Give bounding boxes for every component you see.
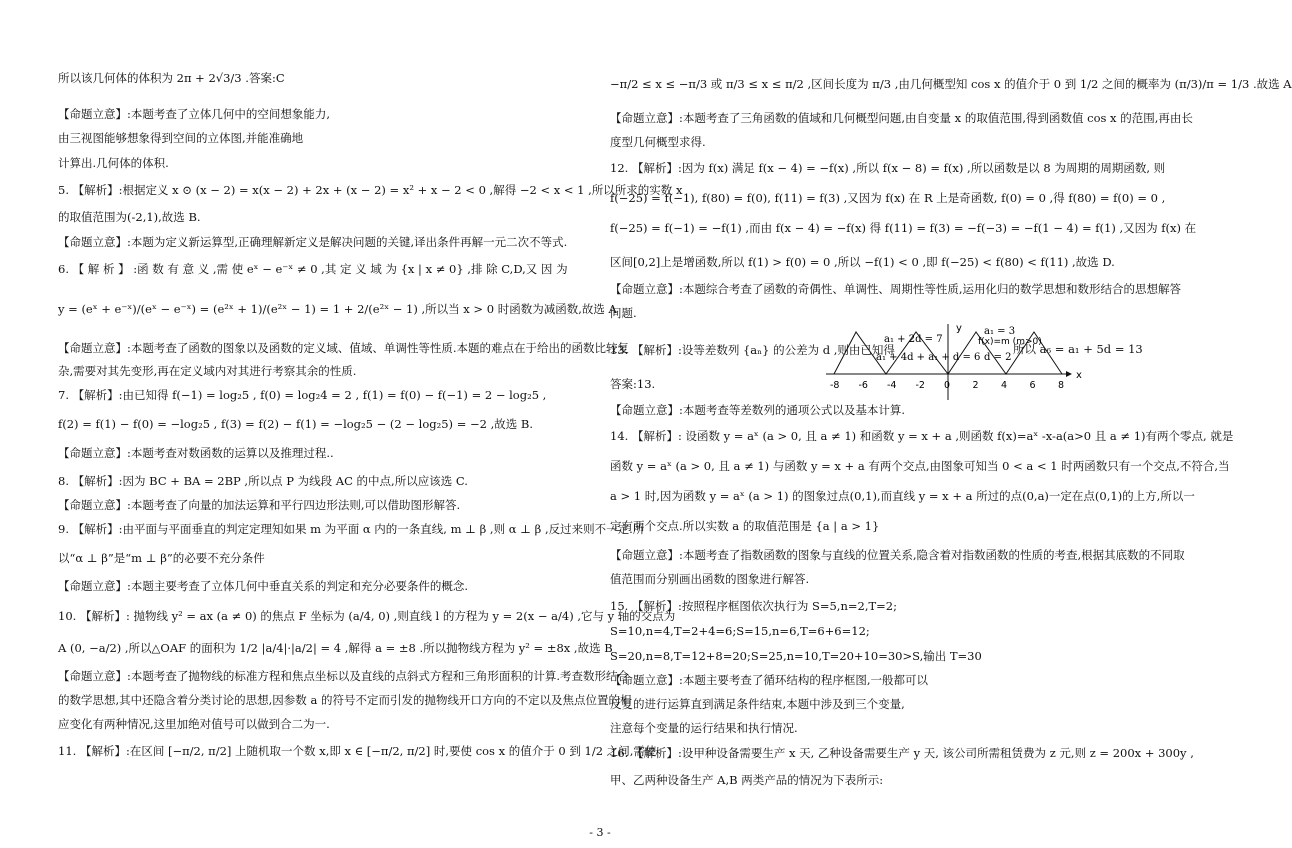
- text-line: y = (eˣ + e⁻ˣ)/(eˣ − e⁻ˣ) = (e²ˣ + 1)/(e²ˣ − 1) = 1 + 2/(e²ˣ − 1) ,所以当 x > 0 时函数为减函数,故选 A: [58, 302, 617, 316]
- y-label: y: [956, 323, 962, 334]
- tick-labels: [830, 380, 1064, 391]
- text-line: 16. 【解析】:设甲种设备需要生产 x 天, 乙种设备需要生产 y 天, 该公司所需租赁费为 z 元,则 z = 200x + 300y ,: [610, 746, 1194, 760]
- text-line: 【命题立意】:本题考查了向量的加法运算和平行四边形法则,可以借助图形解答.: [58, 498, 461, 512]
- text-line: 的数学思想,其中还隐含着分类讨论的思想,因参数 a 的符号不定而引发的抛物线开口方向的不定以及焦点位置的相: [58, 693, 632, 707]
- x-axis-arrow: [1066, 371, 1072, 377]
- text-line: 11. 【解析】:在区间 [−π/2, π/2] 上随机取一个数 x,即 x ∈ [−π/2, π/2] 时,要使 cos x 的值介于 0 到 1/2 之间,需使: [58, 744, 657, 758]
- text-line: f(2) = f(1) − f(0) = −log₂5 , f(3) = f(2) − f(1) = −log₂5 − (2 − log₂5) = −2 ,故选 B.: [58, 417, 534, 431]
- x-label: x: [1076, 370, 1082, 381]
- text-line: 【命题立意】:本题为定义新运算型,正确理解新定义是解决问题的关键,译出条件再解一元二次不等式.: [58, 235, 568, 249]
- text-line: 反复的进行运算直到满足条件结束,本题中涉及到三个变量,: [610, 697, 905, 711]
- text-line: 注意每个变量的运行结果和执行情况.: [610, 721, 798, 735]
- text-line: 【命题立意】:本题考查了三角函数的值域和几何概型问题,由自变量 x 的取值范围,得到函数值 cos x 的范围,再由长: [610, 111, 1193, 125]
- text-line: 【命题立意】:本题考查等差数列的通项公式以及基本计算.: [610, 403, 906, 417]
- text-line: 区间[0,2]上是增函数,所以 f(1) > f(0) = 0 ,所以 −f(1) < 0 ,即 f(−25) < f(80) < f(11) ,故选 D.: [610, 255, 1115, 269]
- tick-label: 8: [1058, 380, 1065, 391]
- text-line: A (0, −a/2) ,所以△OAF 的面积为 1/2 |a/4|·|a/2| = 4 ,解得 a = ±8 .所以抛物线方程为 y² = ±8x ,故选 B: [58, 641, 613, 655]
- tick-label: 0: [944, 380, 951, 391]
- tick-label: -8: [830, 380, 840, 391]
- text-line: 甲、乙两种设备生产 A,B 两类产品的情况为下表所示:: [610, 773, 884, 787]
- text-line: 14. 【解析】: 设函数 y = aˣ (a > 0, 且 a ≠ 1) 和函数 y = x + a ,则函数 f(x)=aˣ -x-a(a>0 且 a ≠ 1)有两个零点, 就是: [610, 429, 1234, 443]
- text-line: 【命题立意】:本题考查对数函数的运算以及推理过程..: [58, 446, 334, 460]
- text-line: 应变化有两种情况,这里加绝对值号可以做到合二为一.: [58, 717, 330, 731]
- line-label: f(x)=m (m>0): [978, 337, 1042, 347]
- text-line: 杂,需要对其先变形,再在定义域内对其进行考察其余的性质.: [58, 364, 357, 378]
- solution-2: d = 2: [984, 352, 1012, 363]
- text-line: −π/2 ≤ x ≤ −π/3 或 π/3 ≤ x ≤ π/2 ,区间长度为 π/3 ,由几何概型知 cos x 的值介于 0 到 1/2 之间的概率为 (π/3)/π = 1/3 .故选 A: [610, 77, 1292, 91]
- tick-label: 4: [1001, 380, 1008, 391]
- text-line: 12. 【解析】:因为 f(x) 满足 f(x − 4) = −f(x) ,所以 f(x − 8) = f(x) ,所以函数是以 8 为周期的周期函数, 则: [610, 161, 1166, 175]
- text-line: 15. 【解析】:按照程序框图依次执行为 S=5,n=2,T=2;: [610, 599, 897, 613]
- solution-1: a₁ = 3: [984, 326, 1016, 337]
- text-line: 【命题立意】:本题主要考查了循环结构的程序框图,一般都可以: [610, 673, 929, 687]
- text-line: 度型几何概型求得.: [610, 135, 706, 149]
- text-line: 函数 y = aˣ (a > 0, 且 a ≠ 1) 与函数 y = x + a 有两个交点,由图象可知当 0 < a < 1 时两函数只有一个交点,不符合,当: [610, 459, 1230, 473]
- text-line: S=20,n=8,T=12+8=20;S=25,n=10,T=20+10=30>S,输出 T=30: [610, 649, 982, 663]
- text-line: f(−25) = f(−1) = −f(1) ,而由 f(x − 4) = −f(x) 得 f(11) = f(3) = −f(−3) = −f(1 − 4) = f(1) ,又因为 f(x) 在: [610, 221, 1197, 235]
- text-line: 5. 【解析】:根据定义 x ⊙ (x − 2) = x(x − 2) + 2x + (x − 2) = x² + x − 2 < 0 ,解得 −2 < x < 1 ,所以所求的实数 x: [58, 183, 683, 197]
- equation-1: a₁ + 2d = 7: [884, 334, 943, 345]
- text-line: 计算出.几何体的体积.: [58, 156, 169, 170]
- text-line: 6. 【 解 析 】 :函 数 有 意 义 ,需 使 eˣ − e⁻ˣ ≠ 0 ,其 定 义 域 为 {x | x ≠ 0} ,排 除 C,D,又 因 为: [58, 262, 568, 276]
- text-line: 8. 【解析】:因为 BC + BA = 2BP ,所以点 P 为线段 AC 的中点,所以应该选 C.: [58, 474, 468, 488]
- text-line: 【命题立意】:本题考查了抛物线的标准方程和焦点坐标以及直线的点斜式方程和三角形面积的计算.考查数形结合: [58, 669, 630, 683]
- text-line: 13. 【解析】:设等差数列 {aₙ} 的公差为 d ,则由已知得: [610, 343, 895, 357]
- text-line: 【命题立意】:本题主要考查了立体几何中垂直关系的判定和充分必要条件的概念.: [58, 579, 469, 593]
- text-line: 所以该几何体的体积为 2π + 2√3/3 .答案:C: [58, 71, 285, 85]
- text-line: 由三视图能够想象得到空间的立体图,并能准确地: [58, 131, 304, 145]
- tick-label: 6: [1029, 380, 1036, 391]
- tick-label: -2: [915, 380, 925, 391]
- tick-label: -4: [887, 380, 897, 391]
- text-line: 值范围而分别画出函数的图象进行解答.: [610, 572, 810, 586]
- text-line: a > 1 时,因为函数 y = aˣ (a > 1) 的图象过点(0,1),而直线 y = x + a 所过的点(0,a)一定在点(0,1)的上方,所以一: [610, 489, 1195, 503]
- page-number: - 3 -: [589, 826, 611, 839]
- tick-label: -6: [858, 380, 868, 391]
- text-line: S=10,n=4,T=2+4=6;S=15,n=6,T=6+6=12;: [610, 624, 870, 638]
- equation-2: a₁ + 4d + a₁ + d = 6: [876, 352, 981, 363]
- text-line: 以“α ⊥ β”是“m ⊥ β”的必要不充分条件: [58, 551, 265, 565]
- text-line: 9. 【解析】:由平面与平面垂直的判定定理知如果 m 为平面 α 内的一条直线, m ⊥ β ,则 α ⊥ β ,反过来则不一定.所: [58, 522, 645, 536]
- text-line: 10. 【解析】: 抛物线 y² = ax (a ≠ 0) 的焦点 F 坐标为 (a/4, 0) ,则直线 l 的方程为 y = 2(x − a/4) ,它与 y 轴的交点为: [58, 609, 676, 623]
- q13-tail: 所以 a₆ = a₁ + 5d = 13: [1013, 342, 1143, 356]
- function-graph: [826, 322, 1088, 400]
- text-line: 【命题立意】:本题考查了指数函数的图象与直线的位置关系,隐含着对指数函数的性质的考查,根据其底数的不同取: [610, 548, 1185, 562]
- text-line: 答案:13.: [610, 377, 656, 391]
- text-line: 的取值范围为(-2,1),故选 B.: [58, 210, 201, 224]
- text-line: 【命题立意】:本题考查了函数的图象以及函数的定义域、值域、单调性等性质.本题的难点在于给出的函数比较复: [58, 341, 630, 355]
- text-line: 定有两个交点.所以实数 a 的取值范围是 {a | a > 1}: [610, 519, 880, 533]
- tick-label: 2: [972, 380, 979, 391]
- text-line: 7. 【解析】:由已知得 f(−1) = log₂5 , f(0) = log₂4 = 2 , f(1) = f(0) − f(−1) = 2 − log₂5 ,: [58, 388, 547, 402]
- text-line: 【命题立意】:本题考查了立体几何中的空间想象能力,: [58, 107, 331, 121]
- text-line: 问题.: [610, 306, 637, 320]
- text-line: f(−25) = f(−1), f(80) = f(0), f(11) = f(3) ,又因为 f(x) 在 R 上是奇函数, f(0) = 0 ,得 f(80) = f(0) = 0 ,: [610, 191, 1166, 205]
- text-line: 【命题立意】:本题综合考查了函数的奇偶性、单调性、周期性等性质,运用化归的数学思想和数形结合的思想解答: [610, 282, 1182, 296]
